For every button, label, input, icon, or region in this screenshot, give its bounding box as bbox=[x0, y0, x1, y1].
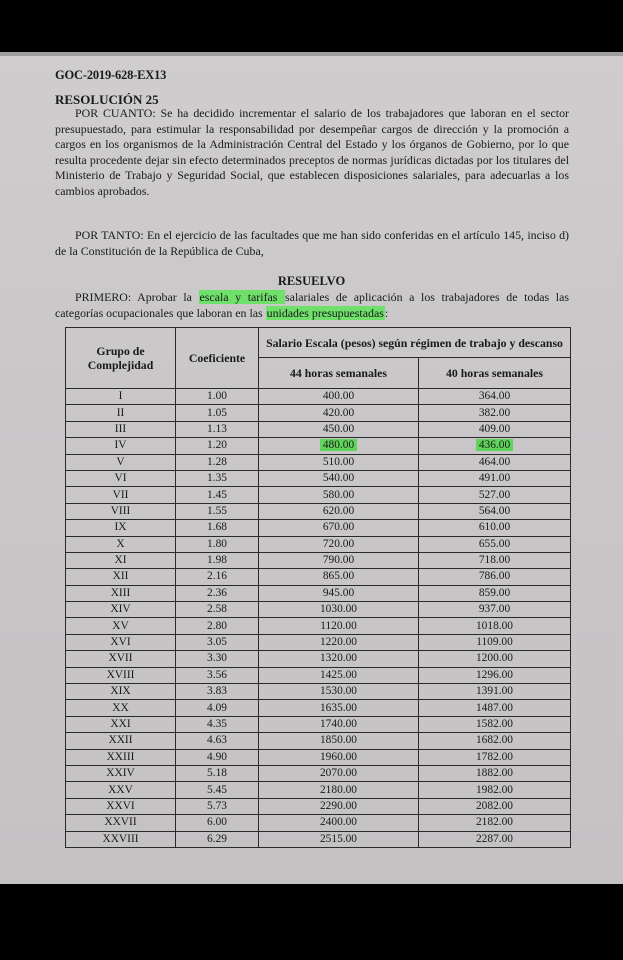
table-row bbox=[66, 552, 571, 568]
cell-44-horas-value: 2400.00 bbox=[319, 816, 358, 829]
cell-40-horas bbox=[419, 389, 571, 405]
cell-coeficiente bbox=[176, 782, 259, 798]
cell-coeficiente-value: 6.00 bbox=[207, 816, 227, 829]
cell-40-horas-value: 382.00 bbox=[478, 406, 511, 419]
cell-44-horas-value: 1425.00 bbox=[319, 668, 358, 681]
cell-grupo-value: V bbox=[116, 455, 125, 468]
cell-grupo bbox=[66, 454, 176, 470]
table-row bbox=[66, 798, 571, 814]
cell-coeficiente bbox=[176, 454, 259, 470]
cell-grupo bbox=[66, 438, 176, 454]
cell-40-horas-value: 491.00 bbox=[478, 472, 511, 485]
table-row bbox=[66, 569, 571, 585]
table-row bbox=[66, 520, 571, 536]
cell-grupo-value: II bbox=[116, 406, 125, 419]
cell-grupo-value: XIV bbox=[110, 603, 131, 616]
cell-grupo bbox=[66, 552, 176, 568]
cell-44-horas-value: 450.00 bbox=[322, 422, 355, 435]
cell-grupo bbox=[66, 749, 176, 765]
cell-44-horas bbox=[259, 552, 419, 568]
cell-44-horas bbox=[259, 421, 419, 437]
cell-44-horas bbox=[259, 798, 419, 814]
cell-coeficiente bbox=[176, 831, 259, 847]
cell-coeficiente-value: 2.16 bbox=[207, 570, 227, 583]
cell-40-horas-value: 1296.00 bbox=[475, 668, 514, 681]
cell-44-horas bbox=[259, 503, 419, 519]
header-salario: Salario Escala (pesos) según régimen de trabajo y descanso bbox=[259, 328, 571, 358]
cell-coeficiente bbox=[176, 765, 259, 781]
cell-40-horas-value: 409.00 bbox=[478, 422, 511, 435]
cell-44-horas-value: 670.00 bbox=[322, 521, 355, 534]
cell-44-horas bbox=[259, 536, 419, 552]
cell-coeficiente bbox=[176, 798, 259, 814]
cell-grupo-value: X bbox=[116, 537, 125, 550]
cell-40-horas bbox=[419, 470, 571, 486]
cell-44-horas bbox=[259, 520, 419, 536]
cell-coeficiente-value: 1.05 bbox=[207, 406, 227, 419]
cell-coeficiente bbox=[176, 602, 259, 618]
cell-44-horas bbox=[259, 651, 419, 667]
cell-coeficiente-value: 5.45 bbox=[207, 783, 227, 796]
table-row bbox=[66, 831, 571, 847]
cell-44-horas bbox=[259, 634, 419, 650]
cell-grupo-value: XXV bbox=[108, 783, 133, 796]
cell-40-horas-value: 859.00 bbox=[478, 586, 511, 599]
cell-grupo bbox=[66, 634, 176, 650]
cell-40-horas bbox=[419, 618, 571, 634]
cell-40-horas bbox=[419, 684, 571, 700]
cell-grupo-value: IV bbox=[114, 439, 127, 452]
por-tanto-paragraph: POR TANTO: En el ejercicio de las facultades que me han sido conferidas en el artículo 145, inciso d) de la Constitución de la República de Cuba, bbox=[55, 228, 569, 258]
cell-coeficiente-value: 6.29 bbox=[207, 832, 227, 845]
cell-coeficiente-value: 4.35 bbox=[207, 718, 227, 730]
cell-grupo bbox=[66, 487, 176, 503]
cell-40-horas-value: 1018.00 bbox=[475, 619, 514, 632]
cell-coeficiente-value: 1.00 bbox=[207, 390, 227, 403]
cell-coeficiente bbox=[176, 520, 259, 536]
table-row bbox=[66, 487, 571, 503]
cell-40-horas-value: 564.00 bbox=[478, 504, 511, 517]
table-row bbox=[66, 782, 571, 798]
cell-44-horas bbox=[259, 700, 419, 716]
cell-40-horas-value: 436.00 bbox=[476, 439, 513, 451]
cell-grupo bbox=[66, 831, 176, 847]
cell-coeficiente-value: 3.30 bbox=[207, 652, 227, 665]
cell-coeficiente bbox=[176, 651, 259, 667]
header-40-horas: 40 horas semanales bbox=[419, 358, 571, 389]
cell-44-horas-value: 2070.00 bbox=[319, 767, 358, 780]
cell-grupo bbox=[66, 421, 176, 437]
cell-grupo bbox=[66, 815, 176, 831]
highlight-escala: escala y tarifas bbox=[199, 290, 285, 304]
cell-coeficiente bbox=[176, 421, 259, 437]
cell-coeficiente-value: 1.28 bbox=[207, 455, 227, 468]
cell-coeficiente bbox=[176, 618, 259, 634]
cell-grupo-value: IX bbox=[114, 521, 127, 534]
cell-grupo bbox=[66, 569, 176, 585]
table-row bbox=[66, 716, 571, 732]
cell-44-horas-value: 480.00 bbox=[320, 439, 357, 451]
cell-40-horas bbox=[419, 487, 571, 503]
cell-40-horas-value: 1682.00 bbox=[475, 734, 514, 747]
cell-coeficiente-value: 3.05 bbox=[207, 636, 227, 649]
table-row bbox=[66, 749, 571, 765]
cell-grupo-value: XXI bbox=[110, 718, 131, 730]
cell-44-horas bbox=[259, 618, 419, 634]
cell-coeficiente bbox=[176, 438, 259, 454]
cell-grupo bbox=[66, 700, 176, 716]
cell-coeficiente bbox=[176, 552, 259, 568]
cell-40-horas bbox=[419, 667, 571, 683]
cell-coeficiente-value: 1.80 bbox=[207, 537, 227, 550]
cell-coeficiente bbox=[176, 585, 259, 601]
cell-44-horas-value: 1850.00 bbox=[319, 734, 358, 747]
cell-44-horas-value: 1120.00 bbox=[320, 619, 357, 632]
cell-40-horas bbox=[419, 716, 571, 732]
cell-40-horas bbox=[419, 831, 571, 847]
cell-grupo bbox=[66, 618, 176, 634]
cell-44-horas-value: 1030.00 bbox=[319, 603, 358, 616]
cell-40-horas-value: 655.00 bbox=[478, 537, 511, 550]
table-row bbox=[66, 602, 571, 618]
cell-coeficiente bbox=[176, 503, 259, 519]
cell-44-horas bbox=[259, 602, 419, 618]
cell-44-horas-value: 790.00 bbox=[322, 554, 355, 567]
cell-44-horas-value: 865.00 bbox=[322, 570, 355, 583]
cell-44-horas bbox=[259, 815, 419, 831]
cell-40-horas-value: 1882.00 bbox=[475, 767, 514, 780]
header-44-horas: 44 horas semanales bbox=[259, 358, 419, 389]
cell-coeficiente-value: 5.73 bbox=[207, 799, 227, 812]
cell-40-horas bbox=[419, 421, 571, 437]
cell-grupo-value: XVII bbox=[108, 652, 133, 665]
cell-grupo bbox=[66, 585, 176, 601]
cell-coeficiente bbox=[176, 716, 259, 732]
cell-40-horas-value: 2287.00 bbox=[475, 832, 514, 845]
cell-grupo-value: VIII bbox=[110, 504, 131, 517]
cell-grupo bbox=[66, 716, 176, 732]
cell-grupo-value: III bbox=[114, 422, 127, 435]
cell-grupo bbox=[66, 405, 176, 421]
cell-44-horas bbox=[259, 405, 419, 421]
cell-40-horas-value: 1782.00 bbox=[475, 750, 514, 763]
table-row bbox=[66, 618, 571, 634]
cell-coeficiente bbox=[176, 569, 259, 585]
cell-coeficiente bbox=[176, 700, 259, 716]
cell-grupo-value: XV bbox=[112, 619, 129, 632]
cell-coeficiente-value: 1.45 bbox=[207, 488, 227, 501]
cell-40-horas bbox=[419, 634, 571, 650]
cell-44-horas bbox=[259, 716, 419, 732]
cell-40-horas-value: 2082.00 bbox=[475, 799, 514, 812]
cell-44-horas bbox=[259, 569, 419, 585]
cell-44-horas bbox=[259, 454, 419, 470]
table-row bbox=[66, 503, 571, 519]
cell-44-horas-value: 400.00 bbox=[322, 390, 355, 403]
cell-40-horas-value: 1200.00 bbox=[475, 652, 514, 665]
cell-coeficiente-value: 4.90 bbox=[207, 750, 227, 763]
cell-44-horas-value: 580.00 bbox=[322, 488, 355, 501]
cell-44-horas-value: 540.00 bbox=[322, 472, 355, 485]
cell-grupo-value: XXIII bbox=[106, 750, 135, 763]
resolution-title: RESOLUCIÓN 25 bbox=[55, 92, 159, 107]
cell-44-horas-value: 2180.00 bbox=[319, 783, 358, 796]
cell-44-horas bbox=[259, 585, 419, 601]
cell-44-horas bbox=[259, 470, 419, 486]
cell-44-horas-value: 1635.00 bbox=[319, 701, 358, 714]
cell-coeficiente bbox=[176, 389, 259, 405]
cell-44-horas bbox=[259, 782, 419, 798]
cell-grupo-value: XI bbox=[114, 554, 127, 567]
cell-40-horas bbox=[419, 651, 571, 667]
cell-40-horas-value: 1109.00 bbox=[476, 636, 513, 649]
table-row bbox=[66, 733, 571, 749]
cell-44-horas bbox=[259, 667, 419, 683]
cell-coeficiente-value: 4.63 bbox=[207, 734, 227, 747]
cell-40-horas bbox=[419, 700, 571, 716]
table-row bbox=[66, 389, 571, 405]
primero-text-a: PRIMERO: Aprobar la bbox=[75, 290, 199, 304]
cell-grupo-value: XXIV bbox=[106, 767, 135, 780]
cell-coeficiente-value: 1.35 bbox=[207, 472, 227, 485]
cell-grupo-value: XIX bbox=[110, 685, 131, 698]
cell-40-horas-value: 527.00 bbox=[478, 488, 511, 501]
cell-coeficiente bbox=[176, 684, 259, 700]
cell-44-horas bbox=[259, 684, 419, 700]
table-row bbox=[66, 651, 571, 667]
cell-44-horas bbox=[259, 749, 419, 765]
cell-44-horas bbox=[259, 389, 419, 405]
table-row bbox=[66, 470, 571, 486]
cell-44-horas-value: 1960.00 bbox=[319, 750, 358, 763]
cell-44-horas-value: 720.00 bbox=[322, 537, 355, 550]
cell-grupo-value: XX bbox=[112, 701, 129, 714]
cell-40-horas bbox=[419, 552, 571, 568]
cell-grupo-value: XXVIII bbox=[102, 832, 139, 845]
cell-40-horas-value: 364.00 bbox=[478, 390, 511, 403]
cell-coeficiente-value: 4.09 bbox=[207, 701, 227, 714]
cell-44-horas-value: 2290.00 bbox=[319, 799, 358, 812]
primero-paragraph bbox=[55, 290, 569, 321]
cell-grupo-value: XXVI bbox=[106, 799, 135, 812]
cell-40-horas bbox=[419, 602, 571, 618]
cell-40-horas-value: 937.00 bbox=[478, 603, 511, 616]
cell-44-horas-value: 620.00 bbox=[322, 504, 355, 517]
resuelvo-heading: RESUELVO bbox=[277, 274, 346, 288]
cell-coeficiente-value: 1.98 bbox=[207, 554, 227, 567]
por-cuanto-paragraph: POR CUANTO: Se ha decidido incrementar el salario de los trabajadores que laboran en el sector presupuestado, para estimular la responsabilidad por desempeñar cargos de dirección y la promoción a cargos en los organismos de la Administración Central del Estado y los órganos de Gobierno, por lo que resulta procedente dejar sin efecto determinados preceptos de normas jurídicas dictadas por los titulares del Ministerio de Trabajo y Seguridad Social, que establecen disposiciones salariales, para adecuarlas a los cambios aprobados. bbox=[55, 106, 569, 198]
cell-grupo bbox=[66, 765, 176, 781]
cell-44-horas-value: 420.00 bbox=[322, 406, 355, 419]
cell-coeficiente-value: 1.68 bbox=[207, 521, 227, 534]
table-row bbox=[66, 700, 571, 716]
cell-44-horas-value: 510.00 bbox=[322, 455, 355, 468]
salary-table bbox=[65, 327, 571, 848]
cell-coeficiente-value: 2.58 bbox=[207, 603, 227, 616]
cell-coeficiente-value: 5.18 bbox=[207, 767, 227, 780]
table-row bbox=[66, 438, 571, 454]
table-row bbox=[66, 684, 571, 700]
cell-40-horas-value: 786.00 bbox=[478, 570, 511, 583]
cell-44-horas-value: 1220.00 bbox=[319, 636, 358, 649]
cell-coeficiente bbox=[176, 470, 259, 486]
table-row bbox=[66, 667, 571, 683]
cell-grupo-value: VI bbox=[114, 472, 127, 485]
cell-grupo bbox=[66, 733, 176, 749]
cell-44-horas bbox=[259, 487, 419, 503]
cell-40-horas bbox=[419, 749, 571, 765]
cell-grupo-value: XVI bbox=[110, 636, 131, 649]
table-row bbox=[66, 405, 571, 421]
cell-40-horas bbox=[419, 405, 571, 421]
cell-40-horas bbox=[419, 569, 571, 585]
cell-40-horas bbox=[419, 438, 571, 454]
cell-grupo bbox=[66, 684, 176, 700]
cell-40-horas-value: 1582.00 bbox=[475, 718, 514, 730]
cell-coeficiente-value: 2.36 bbox=[207, 586, 227, 599]
cell-grupo bbox=[66, 503, 176, 519]
cell-coeficiente bbox=[176, 749, 259, 765]
cell-grupo-value: XXVII bbox=[104, 816, 137, 829]
cell-grupo-value: XIII bbox=[110, 586, 131, 599]
header-grupo: Grupo de Complejidad bbox=[66, 328, 176, 389]
cell-grupo bbox=[66, 536, 176, 552]
table-row bbox=[66, 421, 571, 437]
table-row bbox=[66, 634, 571, 650]
cell-coeficiente bbox=[176, 667, 259, 683]
cell-coeficiente bbox=[176, 634, 259, 650]
cell-coeficiente bbox=[176, 487, 259, 503]
cell-coeficiente bbox=[176, 405, 259, 421]
cell-grupo bbox=[66, 389, 176, 405]
cell-grupo-value: XXII bbox=[108, 734, 133, 747]
table-row bbox=[66, 815, 571, 831]
header-coeficiente: Coeficiente bbox=[176, 328, 259, 389]
primero-text-b: salariales de aplicación a los trabajadores de todas las categorías ocupacionales que laboran en las bbox=[55, 290, 569, 320]
cell-grupo bbox=[66, 651, 176, 667]
cell-grupo-value: I bbox=[118, 390, 123, 403]
table-row bbox=[66, 536, 571, 552]
cell-coeficiente-value: 3.56 bbox=[207, 668, 227, 681]
cell-grupo-value: XVIII bbox=[106, 668, 135, 681]
cell-40-horas-value: 2182.00 bbox=[475, 816, 514, 829]
table-row bbox=[66, 454, 571, 470]
cell-grupo bbox=[66, 798, 176, 814]
cell-40-horas-value: 610.00 bbox=[478, 521, 511, 534]
cell-40-horas bbox=[419, 454, 571, 470]
cell-44-horas bbox=[259, 733, 419, 749]
cell-grupo bbox=[66, 470, 176, 486]
cell-40-horas bbox=[419, 733, 571, 749]
cell-coeficiente-value: 2.80 bbox=[207, 619, 227, 632]
cell-40-horas bbox=[419, 815, 571, 831]
cell-grupo bbox=[66, 602, 176, 618]
cell-40-horas bbox=[419, 536, 571, 552]
cell-40-horas-value: 464.00 bbox=[478, 455, 511, 468]
cell-40-horas-value: 1487.00 bbox=[475, 701, 514, 714]
cell-44-horas-value: 2515.00 bbox=[319, 832, 358, 845]
cell-coeficiente bbox=[176, 815, 259, 831]
cell-40-horas-value: 718.00 bbox=[478, 554, 511, 567]
highlight-unidades: unidades presupuestadas bbox=[266, 305, 384, 320]
table-row bbox=[66, 585, 571, 601]
cell-grupo bbox=[66, 782, 176, 798]
cell-40-horas bbox=[419, 798, 571, 814]
cell-44-horas-value: 1320.00 bbox=[319, 652, 358, 665]
cell-44-horas bbox=[259, 831, 419, 847]
primero-text-c: : bbox=[384, 305, 389, 320]
cell-44-horas bbox=[259, 765, 419, 781]
table-row bbox=[66, 765, 571, 781]
cell-40-horas bbox=[419, 585, 571, 601]
cell-coeficiente bbox=[176, 536, 259, 552]
gazette-code: GOC-2019-628-EX13 bbox=[55, 68, 167, 82]
cell-44-horas-value: 945.00 bbox=[322, 586, 355, 599]
cell-40-horas bbox=[419, 782, 571, 798]
cell-grupo-value: XII bbox=[112, 570, 129, 583]
cell-coeficiente bbox=[176, 733, 259, 749]
cell-coeficiente-value: 1.13 bbox=[207, 422, 227, 435]
cell-coeficiente-value: 1.20 bbox=[207, 439, 227, 452]
cell-40-horas bbox=[419, 520, 571, 536]
cell-coeficiente-value: 1.55 bbox=[207, 504, 227, 517]
cell-44-horas-value: 1740.00 bbox=[319, 718, 358, 730]
cell-40-horas-value: 1391.00 bbox=[475, 685, 514, 698]
cell-coeficiente-value: 3.83 bbox=[207, 685, 227, 698]
cell-grupo-value: VII bbox=[112, 488, 129, 501]
cell-40-horas bbox=[419, 503, 571, 519]
cell-grupo bbox=[66, 520, 176, 536]
paper-edge bbox=[0, 52, 623, 56]
cell-44-horas-value: 1530.00 bbox=[319, 685, 358, 698]
cell-40-horas-value: 1982.00 bbox=[475, 783, 514, 796]
cell-grupo bbox=[66, 667, 176, 683]
cell-40-horas bbox=[419, 765, 571, 781]
cell-44-horas bbox=[259, 438, 419, 454]
